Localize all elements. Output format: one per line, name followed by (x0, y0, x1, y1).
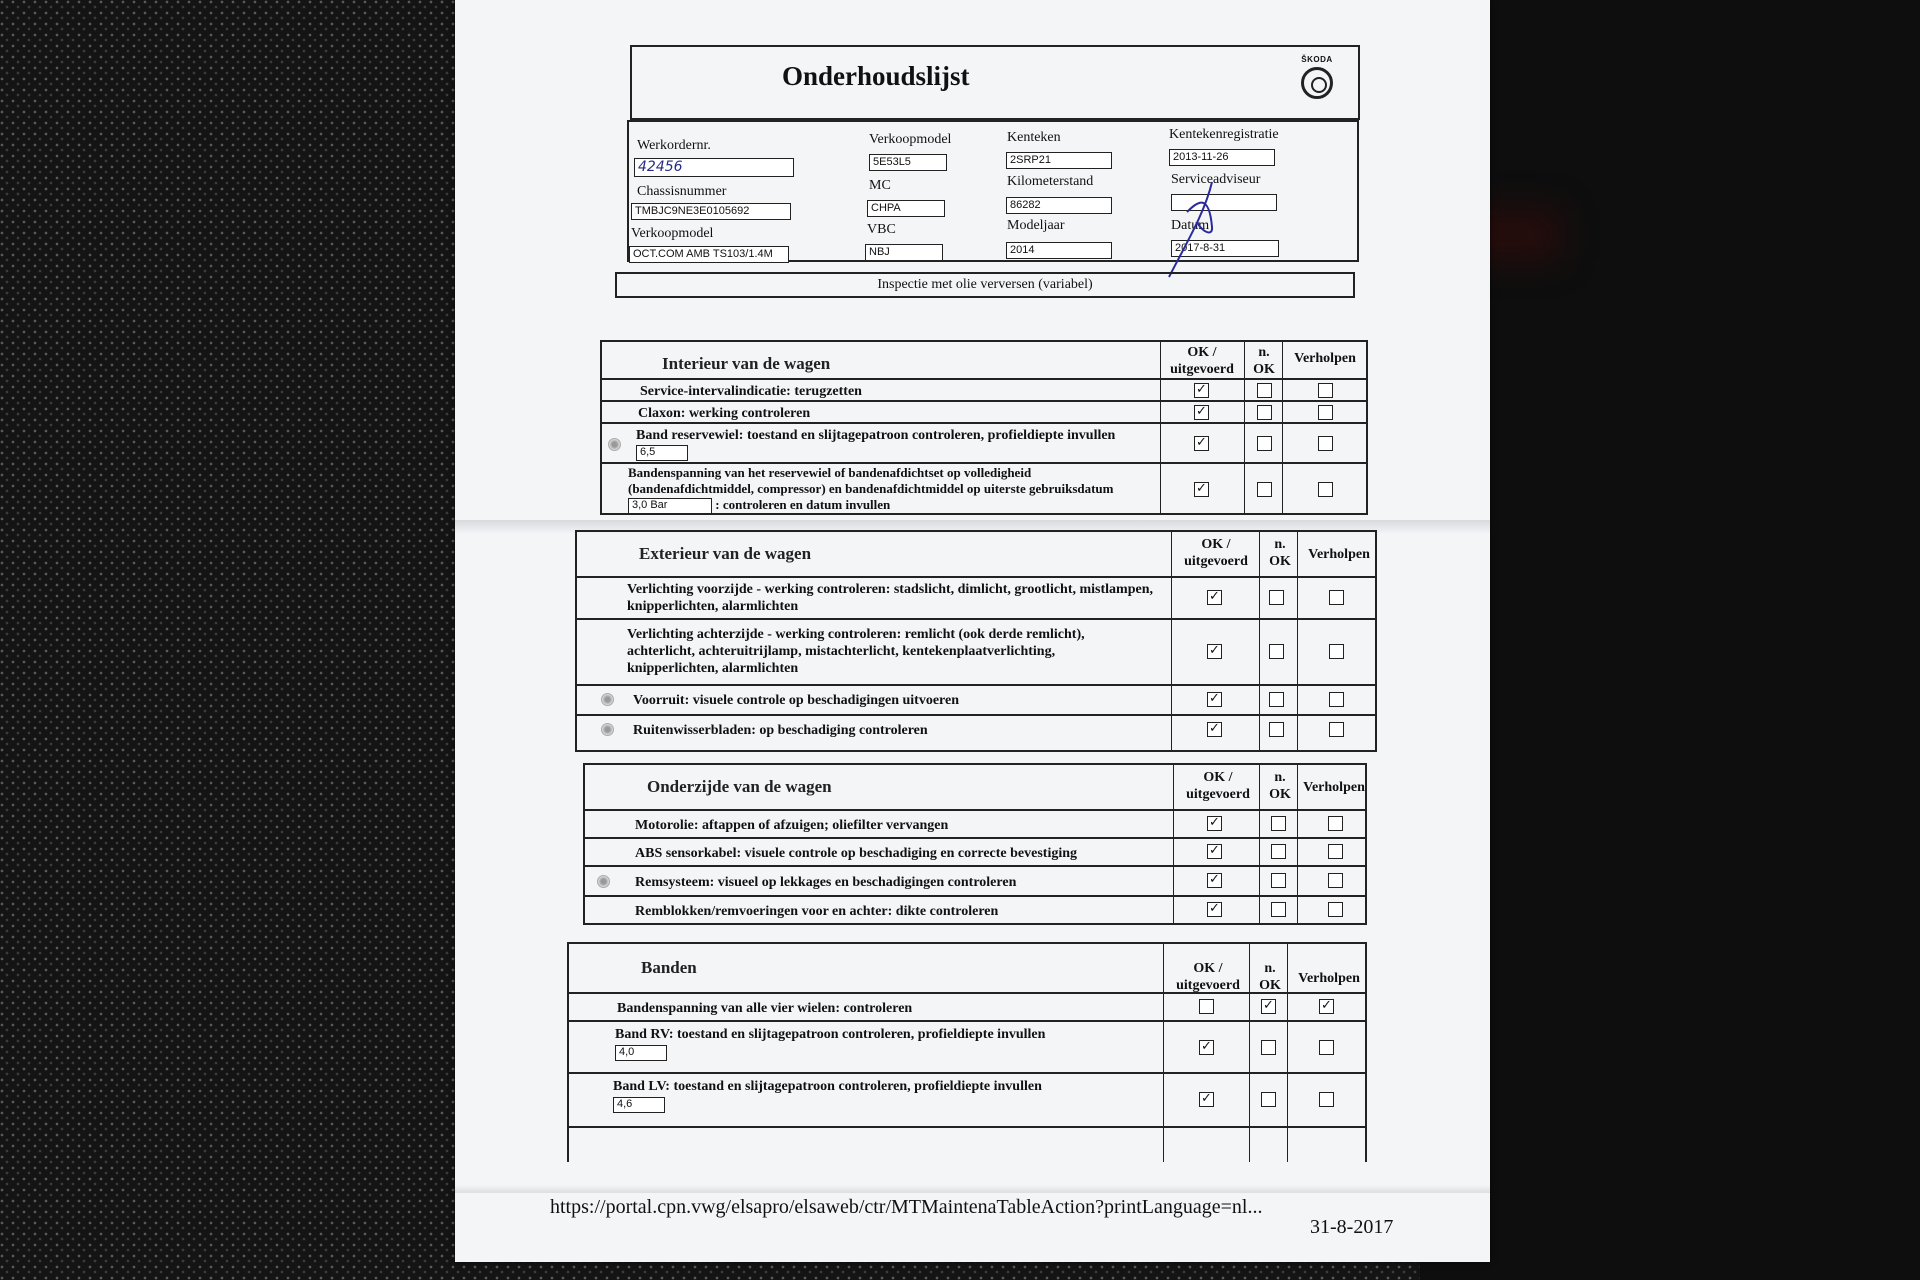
kentekenregistratie-field: 2013-11-26 (1169, 149, 1275, 166)
checkbox-verholpen[interactable] (1329, 590, 1344, 605)
serviceadviseur-label: Serviceadviseur (1171, 172, 1261, 187)
row-label (615, 1026, 1135, 1061)
col-ok-header: OK / uitgevoerd (1176, 961, 1240, 993)
section-title: Onderzijde van de wagen (647, 777, 832, 796)
table-row (569, 1020, 1365, 1072)
checkbox-nok[interactable] (1261, 1092, 1276, 1107)
col-ok-header: OK / uitgevoerd (1170, 345, 1234, 377)
title-box (630, 45, 1360, 120)
row-label: Motorolie: aftappen of afzuigen; oliefilter vervangen (635, 818, 949, 833)
vbc-field: NBJ (865, 244, 943, 261)
footer-url: https://portal.cpn.vwg/elsapro/elsaweb/ctr/MTMaintenaTableAction?printLanguage=nl... (550, 1196, 1263, 1218)
checkbox-ok[interactable]: ✓ (1207, 873, 1222, 888)
signature-icon (1157, 172, 1227, 282)
checkbox-ok[interactable] (1199, 999, 1214, 1014)
checkbox-verholpen[interactable] (1318, 405, 1333, 420)
row-label-text: Bandenspanning van het reservewiel of bandenafdichtset op volledigheid (bandenafdichtmiddel, compressor) en bandenafdichtmiddel op uiterste gebruiksdatum (628, 465, 1114, 496)
section-interieur (600, 340, 1368, 515)
kilometerstand-label: Kilometerstand (1007, 174, 1094, 189)
info-icon (601, 723, 614, 736)
kenteken-field: 2SRP21 (1006, 152, 1112, 169)
checkbox-ok[interactable]: ✓ (1207, 844, 1222, 859)
profile-depth-input[interactable]: 6,5 (636, 445, 688, 461)
checkbox-ok[interactable]: ✓ (1199, 1092, 1214, 1107)
checkbox-nok[interactable] (1257, 482, 1272, 497)
table-row (577, 576, 1375, 618)
skoda-logo-icon (1301, 67, 1333, 99)
row-label-text: : controleren en datum invullen (715, 497, 891, 512)
inspection-type: Inspectie met olie verversen (variabel) (615, 272, 1355, 298)
table-row (577, 684, 1375, 714)
checkbox-ok[interactable]: ✓ (1194, 436, 1209, 451)
datum-field: 2017-8-31 (1171, 240, 1279, 257)
row-label: Remblokken/remvoeringen voor en achter: dikte controleren (635, 904, 999, 919)
checkbox-verholpen[interactable] (1319, 1040, 1334, 1055)
section-title: Interieur van de wagen (662, 354, 831, 373)
checkbox-nok[interactable]: ✓ (1261, 999, 1276, 1014)
mc-field: CHPA (867, 200, 945, 217)
table-row (569, 1126, 1365, 1164)
kentekenregistratie-label: Kentekenregistratie (1169, 127, 1279, 142)
background-dark-area (1420, 0, 1920, 1280)
checkbox-nok[interactable] (1269, 692, 1284, 707)
checkbox-verholpen[interactable] (1328, 844, 1343, 859)
row-label: Voorruit: visuele controle op beschadigingen uitvoeren (633, 693, 960, 708)
checkbox-verholpen[interactable] (1329, 692, 1344, 707)
checkbox-ok[interactable]: ✓ (1194, 482, 1209, 497)
section-exterieur (575, 530, 1377, 752)
checkbox-verholpen[interactable] (1319, 1092, 1334, 1107)
verkoopmodel-left-label: Verkoopmodel (631, 226, 714, 241)
checkbox-nok[interactable] (1269, 590, 1284, 605)
checkbox-verholpen[interactable] (1318, 482, 1333, 497)
brand-name: ŠKODA (1301, 55, 1333, 64)
row-label: Service-intervalindicatie: terugzetten (640, 384, 862, 399)
checkbox-ok[interactable]: ✓ (1207, 590, 1222, 605)
checkbox-ok[interactable]: ✓ (1207, 692, 1222, 707)
row-label: Bandenspanning van alle vier wielen: controleren (617, 1001, 913, 1016)
profile-depth-input[interactable]: 4,6 (613, 1097, 665, 1113)
brand (1294, 55, 1340, 99)
checkbox-nok[interactable] (1257, 383, 1272, 398)
checkbox-verholpen[interactable] (1318, 436, 1333, 451)
table-row (585, 895, 1365, 923)
col-verholpen-header: Verholpen (1294, 351, 1356, 366)
verkoopmodel-field: 5E53L5 (869, 154, 947, 171)
vehicle-info-box (627, 120, 1359, 262)
table-row (585, 837, 1365, 865)
row-label: Remsysteem: visueel op lekkages en beschadigingen controleren (635, 875, 1017, 890)
checkbox-ok[interactable]: ✓ (1207, 816, 1222, 831)
table-row (602, 378, 1366, 400)
checkbox-verholpen[interactable] (1318, 383, 1333, 398)
verkoopmodel-left-field: OCT.COM AMB TS103/1.4M (629, 246, 789, 263)
checkbox-nok[interactable] (1271, 816, 1286, 831)
checkbox-verholpen[interactable] (1328, 816, 1343, 831)
info-icon (601, 693, 614, 706)
row-label-text: Band LV: toestand en slijtagepatroon controleren, profieldiepte invullen (613, 1079, 1042, 1094)
row-label (636, 427, 1156, 461)
row-label (628, 465, 1158, 514)
table-row (577, 714, 1375, 750)
col-verholpen-header: Verholpen (1298, 971, 1360, 986)
table-row (585, 865, 1365, 895)
pressure-input[interactable]: 3,0 Bar (628, 498, 712, 514)
werkordernr-field: 42456 (634, 158, 794, 177)
info-icon (608, 438, 621, 451)
chassis-field: TMBJC9NE3E0105692 (631, 203, 791, 220)
col-verholpen-header: Verholpen (1303, 780, 1365, 795)
table-row (602, 462, 1366, 515)
row-label-text: Band reservewiel: toestand en slijtagepatroon controleren, profieldiepte invullen (636, 428, 1116, 443)
table-row (602, 400, 1366, 422)
table-row (569, 992, 1365, 1020)
section-banden (567, 942, 1367, 1162)
modeljaar-field: 2014 (1006, 242, 1112, 259)
kenteken-label: Kenteken (1007, 130, 1061, 145)
col-verholpen-header: Verholpen (1308, 547, 1370, 562)
checkbox-verholpen[interactable] (1328, 873, 1343, 888)
checkbox-nok[interactable] (1261, 1040, 1276, 1055)
page-title: Onderhoudslijst (782, 61, 970, 91)
section-title: Banden (641, 958, 697, 977)
col-ok-header: OK / uitgevoerd (1184, 537, 1248, 569)
checkbox-nok[interactable] (1271, 902, 1286, 917)
checkbox-nok[interactable] (1269, 644, 1284, 659)
table-row (602, 422, 1366, 462)
table-row (577, 618, 1375, 684)
checkbox-ok[interactable]: ✓ (1194, 405, 1209, 420)
paper-fold (455, 1185, 1490, 1193)
checkbox-nok[interactable] (1257, 405, 1272, 420)
checkbox-ok[interactable]: ✓ (1199, 1040, 1214, 1055)
checkbox-ok[interactable]: ✓ (1207, 644, 1222, 659)
col-nok-header: n. OK (1269, 770, 1291, 802)
col-nok-header: n. OK (1259, 961, 1281, 993)
table-row (569, 1072, 1365, 1126)
table-row (585, 809, 1365, 837)
modeljaar-label: Modeljaar (1007, 218, 1065, 233)
row-label-text: Band RV: toestand en slijtagepatroon controleren, profieldiepte invullen (615, 1027, 1046, 1042)
row-label: Ruitenwisserbladen: op beschadiging controleren (633, 723, 928, 738)
datum-label: Datum (1171, 218, 1210, 233)
checkbox-nok[interactable] (1271, 873, 1286, 888)
checkbox-nok[interactable] (1269, 722, 1284, 737)
row-label: Verlichting voorzijde - werking controleren: stadslicht, dimlicht, grootlicht, mistlampen, knipperlichten, alarmlichten (627, 582, 1153, 614)
row-label (613, 1078, 1133, 1113)
checkbox-ok[interactable]: ✓ (1194, 383, 1209, 398)
col-ok-header: OK / uitgevoerd (1186, 770, 1250, 802)
footer-date: 31-8-2017 (1310, 1216, 1394, 1238)
checkbox-ok[interactable]: ✓ (1207, 722, 1222, 737)
checkbox-nok[interactable] (1257, 436, 1272, 451)
mc-label: MC (869, 178, 891, 193)
col-nok-header: n. OK (1253, 345, 1275, 377)
row-label: ABS sensorkabel: visuele controle op beschadiging en correcte bevestiging (635, 846, 1078, 861)
checkbox-verholpen[interactable] (1329, 644, 1344, 659)
checkbox-nok[interactable] (1271, 844, 1286, 859)
checkbox-ok[interactable]: ✓ (1207, 902, 1222, 917)
werkordernr-label: Werkordernr. (637, 138, 711, 153)
vbc-label: VBC (867, 222, 896, 237)
info-icon (597, 875, 610, 888)
row-label: Claxon: werking controleren (638, 406, 811, 421)
verkoopmodel-label: Verkoopmodel (869, 132, 952, 147)
checkbox-verholpen[interactable] (1329, 722, 1344, 737)
col-nok-header: n. OK (1269, 537, 1291, 569)
profile-depth-input[interactable]: 4,0 (615, 1045, 667, 1061)
checkbox-verholpen[interactable] (1328, 902, 1343, 917)
checkbox-verholpen[interactable]: ✓ (1319, 999, 1334, 1014)
section-onderzijde (583, 763, 1367, 925)
kilometerstand-field: 86282 (1006, 197, 1112, 214)
chassis-label: Chassisnummer (637, 184, 727, 199)
maintenance-sheet (455, 0, 1490, 1262)
section-title: Exterieur van de wagen (639, 544, 812, 563)
row-label: Verlichting achterzijde - werking controleren: remlicht (ook derde remlicht), achterlicht, achteruitrijlamp, mistachterlicht, kentekenplaatverlichting, knipperlichten, alarmlichten (627, 627, 1085, 676)
